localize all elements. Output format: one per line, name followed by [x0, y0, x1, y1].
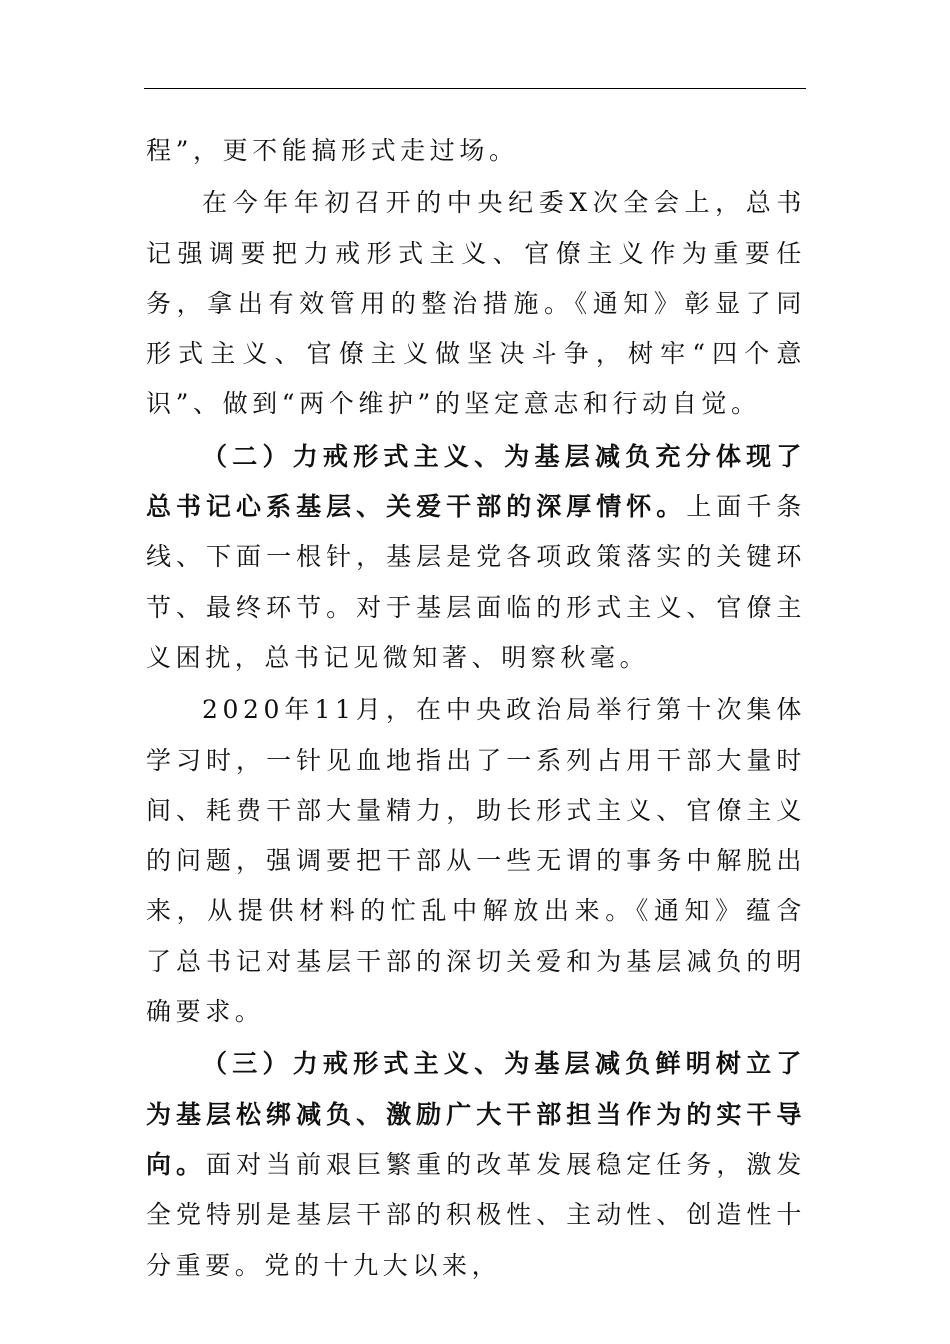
paragraph-2-text: 在今年年初召开的中央纪委X次全会上，总书记强调要把力戒形式主义、官僚主义作为重要任务，拿出有效管用的整治措施。《通知》彰显了同形式主义、官僚主义做坚决斗争，树牢“四个意识”、做到“两个维护”的坚定意志和行动自觉。	[146, 188, 806, 419]
section-heading-2: （二）力戒形式主义、为基层减负充分体现了总书记心系基层、关爱干部的深厚情怀。	[146, 441, 806, 522]
paragraph-5-text: 面对当前艰巨繁重的改革发展稳定任务，激发全党特别是基层干部的积极性、主动性、创造性十分重要。党的十九大以来，	[146, 1149, 806, 1280]
paragraph-1	[146, 126, 806, 176]
paragraph-2	[146, 178, 806, 429]
paragraph-5	[146, 1039, 806, 1290]
paragraph-3-text: 上面千条线、下面一根针，基层是党各项政策落实的关键环节、最终环节。对于基层面临的形式主义、官僚主义困扰，总书记见微知著、明察秋毫。	[146, 492, 806, 672]
paragraph-1-text: 程”，更不能搞形式走过场。	[146, 136, 519, 165]
document-body	[146, 126, 806, 1291]
section-heading-3: （三）力戒形式主义、为基层减负鲜明树立了为基层松绑减负、激励广大干部担当作为的实干导向。	[146, 1049, 806, 1179]
header-rule	[144, 88, 806, 89]
paragraph-3	[146, 432, 806, 683]
paragraph-4	[146, 685, 806, 1037]
paragraph-4-text: 2020年11月，在中央政治局举行第十次集体学习时，一针见血地指出了一系列占用干部大量时间、耗费干部大量精力，助长形式主义、官僚主义的问题，强调要把干部从一些无谓的事务中解脱出来，从提供材料的忙乱中解放出来。《通知》蕴含了总书记对基层干部的深切关爱和为基层减负的明确要求。	[146, 695, 806, 1027]
